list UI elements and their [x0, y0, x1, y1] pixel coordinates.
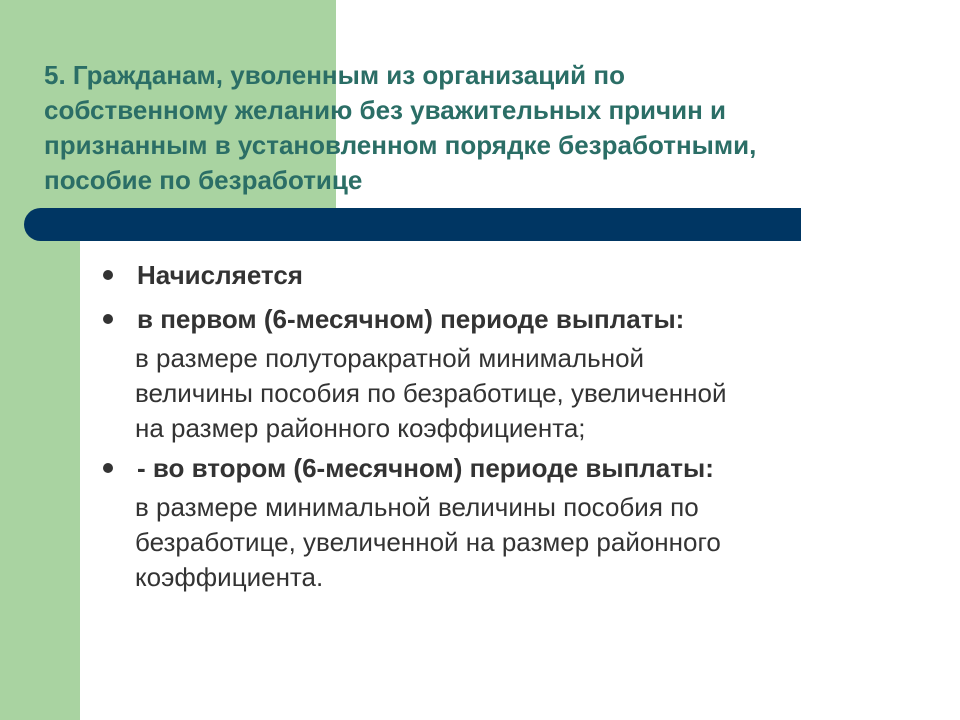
slide-title	[44, 58, 944, 198]
bullet-label: в первом (6-месячном) периоде выплаты:	[137, 304, 685, 334]
slide-title-line: 5. Гражданам, уволенным из организаций по	[44, 60, 625, 90]
slide-title-line: собственному желанию без уважительных причин и	[44, 95, 727, 125]
slide-title-line: признанным в установленном порядке безработными,	[44, 130, 757, 160]
detail-line: коэффициента.	[135, 562, 324, 592]
title-divider-bar	[24, 208, 801, 241]
bullet-dot-icon	[103, 270, 113, 280]
slide-title-line: пособие по безработице	[44, 165, 363, 195]
green-accent-block-left	[0, 210, 80, 720]
detail-line: безработице, увеличенной на размер районного	[135, 527, 721, 557]
bullet-detail-second-period	[100, 490, 940, 595]
bullet-label: Начисляется	[137, 260, 303, 290]
bullet-dot-icon	[103, 463, 113, 473]
bullet-label: - во втором (6-месячном) периоде выплаты:	[137, 453, 714, 483]
bullet-dot-icon	[103, 314, 113, 324]
bullet-item-second-period	[100, 450, 940, 486]
slide-body	[100, 257, 940, 599]
bullet-item-first-period	[100, 301, 940, 337]
bullet-item-accrued	[100, 257, 940, 293]
bullet-detail-first-period	[100, 341, 940, 446]
detail-line: в размере минимальной величины пособия по	[135, 492, 699, 522]
detail-line: на размер районного коэффициента;	[135, 413, 586, 443]
detail-line: величины пособия по безработице, увеличенной	[135, 378, 727, 408]
detail-line: в размере полуторакратной минимальной	[135, 343, 645, 373]
